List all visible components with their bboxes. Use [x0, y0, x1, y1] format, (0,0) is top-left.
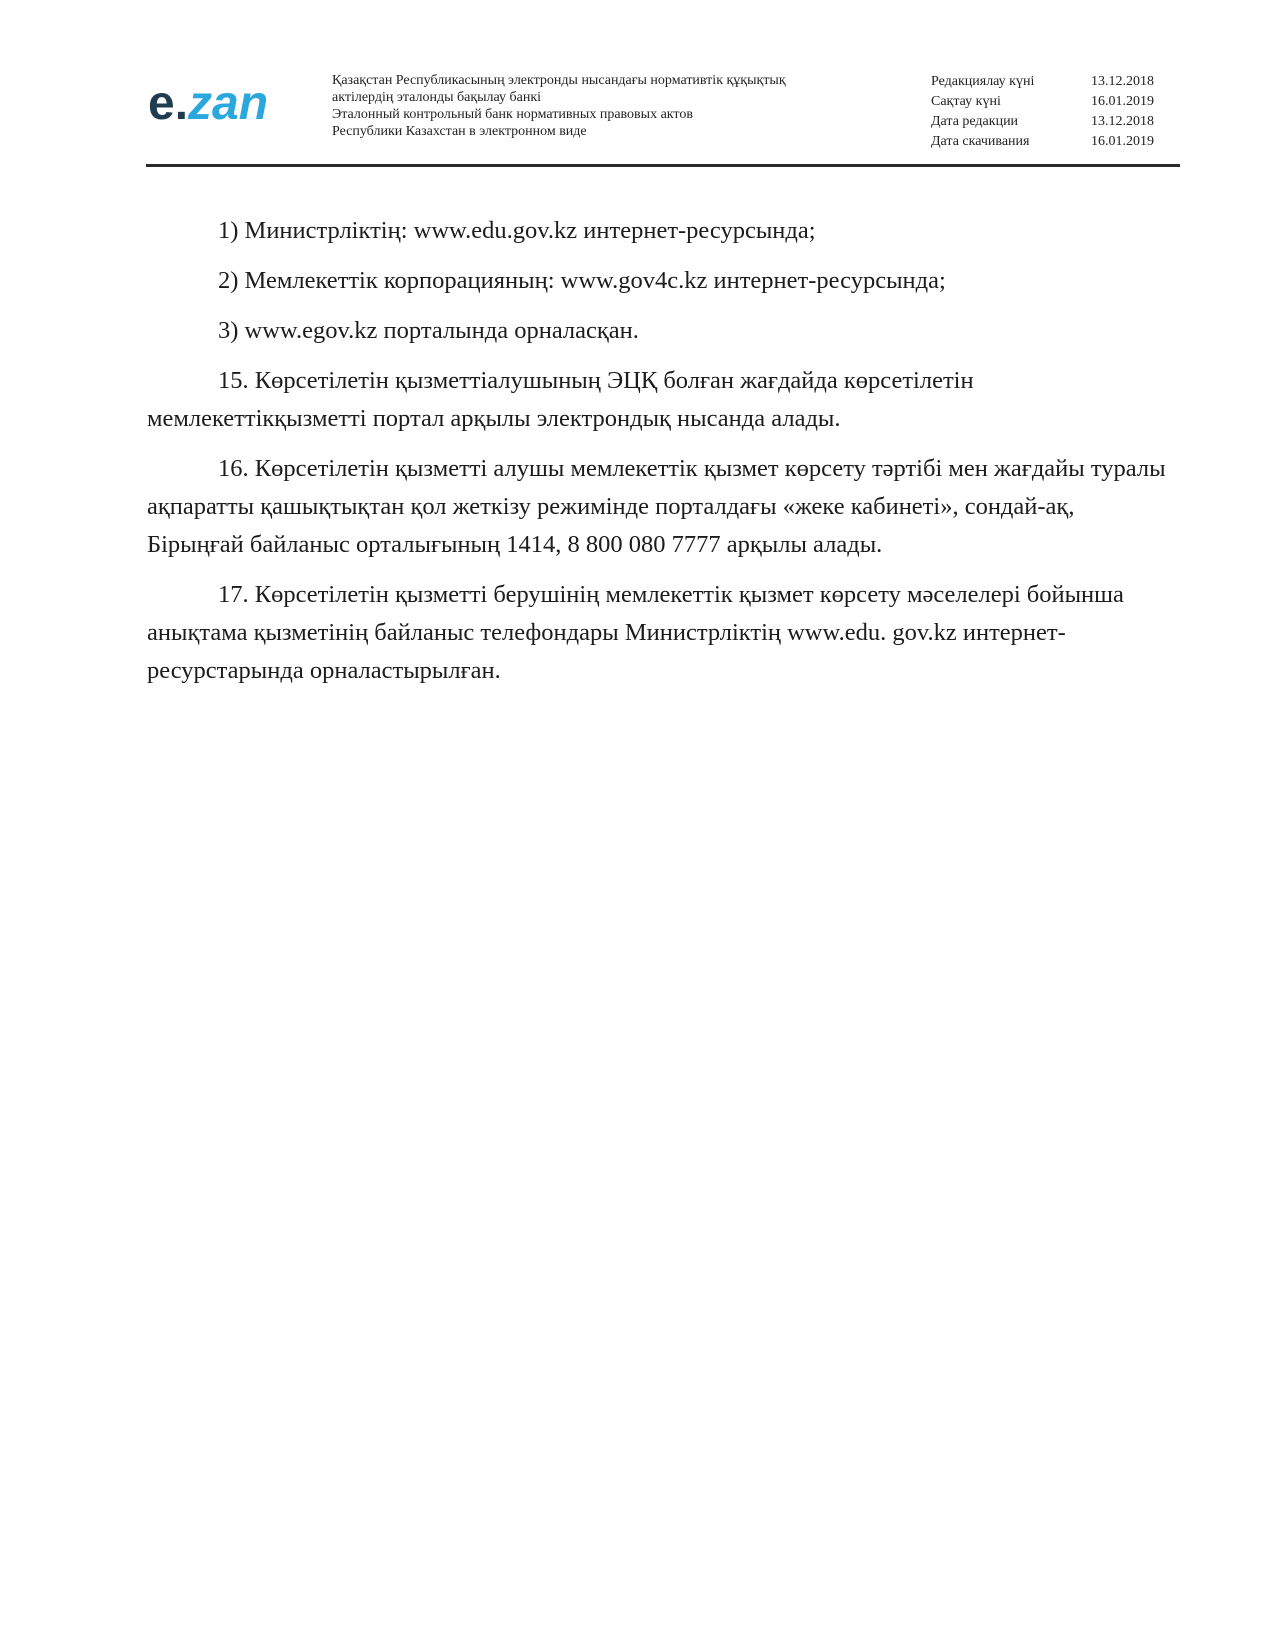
logo-zan: zan: [188, 77, 269, 130]
date-value: 13.12.2018: [1091, 74, 1154, 89]
date-value: 13.12.2018: [1091, 114, 1154, 129]
date-label: Дата скачивания: [931, 134, 1030, 149]
paragraph-16: 16. Көрсетілетін қызметті алушы мемлекеттік қызмет көрсету тәртібі мен жағдайы туралы ақпаратты қашықтықтан қол жеткізу режимінде порталдағы «жеке кабинеті», сондай-ақ, Бірыңғай байланыс орталығының 1414, 8 800 080 7777 арқылы алады.: [147, 455, 1166, 558]
header-description-line: актілердің эталонды бақылау банкі: [332, 90, 542, 105]
date-value: 16.01.2019: [1091, 134, 1154, 149]
date-row-download-ru: [931, 132, 1181, 152]
paragraph-item-1: 1) Министрліктің: www.edu.gov.kz интернет-ресурсында;: [218, 217, 816, 244]
page-header: [146, 70, 1180, 166]
header-description: [332, 72, 892, 140]
header-description-line: Эталонный контрольный банк нормативных правовых актов: [332, 107, 693, 122]
header-description-line: Республики Казахстан в электронном виде: [332, 124, 587, 139]
paragraph-item-2: 2) Мемлекеттік корпорацияның: www.gov4c.kz интернет-ресурсында;: [218, 267, 946, 294]
paragraph-15: 15. Көрсетілетін қызметтіалушының ЭЦҚ болған жағдайда көрсетілетін мемлекеттікқызметті портал арқылы электрондық нысанда алады.: [147, 367, 974, 432]
date-label: Сақтау күні: [931, 94, 1001, 109]
header-dates: [931, 72, 1181, 152]
header-description-line: Қазақстан Республикасының электронды нысандағы нормативтік құқықтық: [332, 73, 786, 88]
date-label: Редакциялау күні: [931, 74, 1035, 89]
date-row-save-kz: [931, 92, 1181, 112]
logo-letter-e: e: [148, 77, 175, 130]
document-body: [147, 212, 1177, 702]
ezan-logo: [148, 77, 269, 130]
date-label: Дата редакции: [931, 114, 1019, 129]
header-divider: [146, 164, 1180, 167]
date-value: 16.01.2019: [1091, 94, 1154, 109]
date-row-edit-kz: [931, 72, 1181, 92]
paragraph-item-3: 3) www.egov.kz порталында орналасқан.: [218, 317, 639, 344]
paragraph-17: 17. Көрсетілетін қызметті берушінің мемлекеттік қызмет көрсету мәселелері бойынша анықтама қызметінің байланыс телефондары Министрліктің www.edu. gov.kz интернет-ресурстарында орналастырылған.: [147, 581, 1124, 684]
logo-dot: .: [174, 77, 189, 130]
date-row-edit-ru: [931, 112, 1181, 132]
